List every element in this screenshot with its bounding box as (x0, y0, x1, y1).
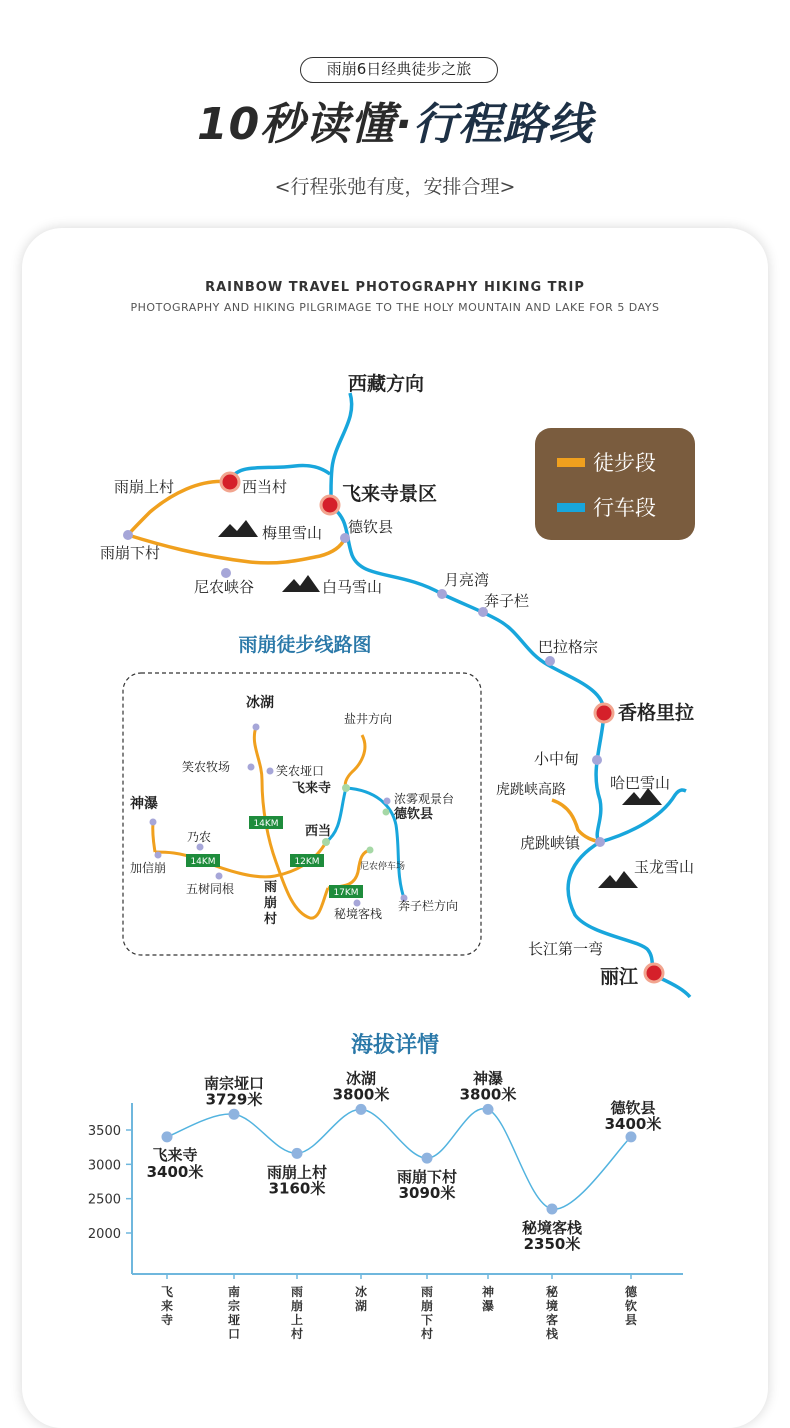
inset-dot-xiaonong-pass (267, 768, 274, 775)
inset-label-shenpu: 神瀑 (130, 796, 158, 812)
inset-label-binghu: 冰湖 (246, 695, 274, 711)
stop-dot-xiaozhongdian (592, 755, 602, 765)
inset-label-benzilan: 奔子栏方向 (398, 899, 459, 913)
label-meili: 梅里雪山 (262, 524, 323, 542)
altitude-xtick-label: 德钦县 (624, 1285, 638, 1327)
legend-item-driving (557, 503, 585, 512)
title-main: 行程路线 (412, 99, 593, 150)
major-dot-lijiang (645, 964, 663, 982)
label-xiaozhongdian: 小中甸 (534, 750, 580, 768)
page-title (0, 88, 790, 152)
label-benzilan: 奔子栏 (484, 592, 530, 610)
stop-dot-yueliang (437, 589, 447, 599)
inset-dot-deqin (383, 809, 390, 816)
altitude-ytick-label: 2500 (87, 1192, 121, 1208)
inset-label-yanjing: 盐井方向 (344, 712, 393, 726)
altitude-chart (0, 1060, 790, 1370)
inset-dot-jiaxinbeng (155, 852, 162, 859)
altitude-point-value: 3400米 (604, 1114, 662, 1133)
altitude-point-value: 3800米 (332, 1085, 390, 1104)
label-haba: 哈巴雪山 (610, 774, 671, 792)
major-dot-feilai (321, 496, 339, 514)
stop-dot-tiger-town (595, 837, 605, 847)
inset-label-mijing: 秘境客栈 (334, 907, 383, 921)
inset-label-xiaonong-ranch: 笑农牧场 (182, 760, 231, 774)
english-subtitle: PHOTOGRAPHY AND HIKING PILGRIMAGE TO THE HOLY MOUNTAIN AND LAKE FOR 5 DAYS (130, 301, 660, 314)
altitude-point-name: 雨崩上村 (266, 1163, 328, 1182)
label-shangri-la: 香格里拉 (618, 702, 695, 724)
altitude-point-value: 3800米 (459, 1085, 517, 1104)
label-balagezong: 巴拉格宗 (538, 638, 599, 656)
inset-label-nilong-parking: 尼农停车场 (360, 862, 406, 872)
label-yubeng-up: 雨崩上村 (114, 478, 175, 496)
inset-title: 雨崩徒步线路图 (238, 634, 372, 656)
km-label-xidang: 12KM (294, 857, 320, 867)
label-tiger-road: 虎跳峡高路 (496, 782, 566, 798)
altitude-point-value: 2350米 (523, 1234, 581, 1253)
stop-dot-nilong (221, 568, 231, 578)
altitude-xtick-label: 神瀑 (481, 1285, 495, 1313)
altitude-xtick-label: 南宗垭口 (227, 1285, 241, 1341)
altitude-ytick-label: 3000 (87, 1158, 121, 1174)
inset-label-yubeng-char: 村 (264, 912, 278, 927)
altitude-xtick-label: 雨崩上村 (290, 1285, 304, 1341)
altitude-point-value: 3400米 (146, 1162, 204, 1181)
legend-label-hiking: 徒步段 (593, 451, 656, 475)
stop-dot-yubeng-down (123, 530, 133, 540)
altitude-xtick-label: 雨崩下村 (420, 1285, 434, 1341)
altitude-title: 海拔详情 (350, 1033, 439, 1058)
altitude-point-name: 雨崩下村 (396, 1168, 458, 1187)
inset-label-nongmo: 浓雾观景台 (394, 792, 455, 806)
km-label-nilong: 17KM (333, 888, 359, 898)
label-tiger-town: 虎跳峡镇 (520, 834, 581, 852)
label-xidang: 西当村 (242, 478, 288, 496)
label-yulong: 玉龙雪山 (634, 858, 695, 876)
major-dot-shangri-la (595, 704, 613, 722)
trip-pill: 雨崩6日经典徒步之旅 (300, 57, 498, 83)
label-yubeng-down: 雨崩下村 (100, 544, 161, 562)
altitude-ytick-label: 3500 (87, 1124, 121, 1139)
altitude-point-value: 3160米 (268, 1179, 326, 1198)
inset-dot-nainong (197, 844, 204, 851)
altitude-point-value: 3729米 (205, 1090, 263, 1109)
inset-label-yubeng-char: 雨 (264, 880, 278, 895)
altitude-point (547, 1203, 558, 1214)
label-feilai: 飞来寺景区 (342, 483, 438, 505)
inset-dot-xiaonong-ranch (248, 764, 255, 771)
legend-item-hiking (557, 458, 585, 467)
label-lijiang: 丽江 (600, 966, 639, 988)
inset-dot-shenpu (150, 819, 157, 826)
altitude-point (422, 1153, 433, 1164)
inset-label-xiaonong-pass: 笑农垭口 (276, 764, 325, 778)
major-dot-xidang (221, 473, 239, 491)
altitude-point (483, 1104, 494, 1115)
altitude-point (162, 1131, 173, 1142)
label-baima: 白马雪山 (322, 578, 383, 596)
altitude-point (626, 1131, 637, 1142)
page-subtitle: <行程张弛有度，安排合理> (274, 176, 516, 198)
altitude-point (356, 1104, 367, 1115)
inset-map (120, 671, 485, 958)
altitude-point-name: 德钦县 (610, 1098, 656, 1117)
legend-box (535, 428, 695, 540)
label-deqin: 德钦县 (348, 518, 394, 536)
inset-label-jiaxinbeng: 加信崩 (130, 861, 167, 875)
inset-dot-nongmo (384, 798, 391, 805)
altitude-point-name: 冰湖 (345, 1069, 377, 1088)
inset-label-feilai: 飞来寺 (292, 781, 332, 796)
inset-dot-binghu (253, 724, 260, 731)
mountain-icon-meili (218, 520, 258, 537)
label-changjiang: 长江第一弯 (528, 940, 604, 958)
english-title: RAINBOW TRAVEL PHOTOGRAPHY HIKING TRIP (205, 280, 585, 295)
inset-label-yubeng (264, 880, 277, 927)
inset-label-xidang: 西当 (305, 824, 332, 839)
inset-label-wushu: 五树同根 (186, 882, 235, 896)
inset-dot-feilai (342, 784, 350, 792)
label-yueliang: 月亮湾 (444, 571, 490, 589)
inset-dot-xidang (322, 838, 330, 846)
inset-dot-wushu (216, 873, 223, 880)
altitude-point-name: 南宗垭口 (203, 1074, 265, 1093)
altitude-xtick-label: 冰湖 (354, 1285, 368, 1313)
inset-label-yubeng-char: 崩 (264, 896, 278, 911)
stop-dot-balagezong (545, 656, 555, 666)
altitude-xtick-label: 秘境客栈 (545, 1285, 559, 1341)
mountain-icon-baima (282, 575, 320, 592)
altitude-point (229, 1109, 240, 1120)
altitude-ytick-label: 2000 (87, 1227, 121, 1242)
inset-hike-shenpu (153, 822, 155, 852)
legend-label-driving: 行车段 (593, 496, 656, 520)
inset-dot-nilong (367, 847, 374, 854)
title-prefix: 10秒读懂· (197, 99, 413, 150)
altitude-point (292, 1148, 303, 1159)
inset-hike-yanjing (345, 735, 365, 788)
altitude-point-name: 飞来寺 (152, 1145, 198, 1164)
label-nilong: 尼农峡谷 (194, 578, 255, 596)
km-label-shenpu: 14KM (190, 857, 216, 867)
altitude-point-name: 秘境客栈 (521, 1218, 583, 1237)
altitude-point-name: 神瀑 (472, 1069, 504, 1088)
altitude-xtick-label: 飞来寺 (160, 1285, 174, 1327)
label-tibet: 西藏方向 (348, 373, 425, 395)
inset-label-nainong: 乃农 (187, 830, 212, 844)
mountain-icon-yulong (598, 871, 638, 888)
inset-dot-mijing (354, 900, 361, 907)
altitude-point-value: 3090米 (398, 1184, 456, 1203)
inset-label-deqin: 德钦县 (394, 807, 434, 822)
km-label-binghu: 14KM (253, 819, 279, 829)
